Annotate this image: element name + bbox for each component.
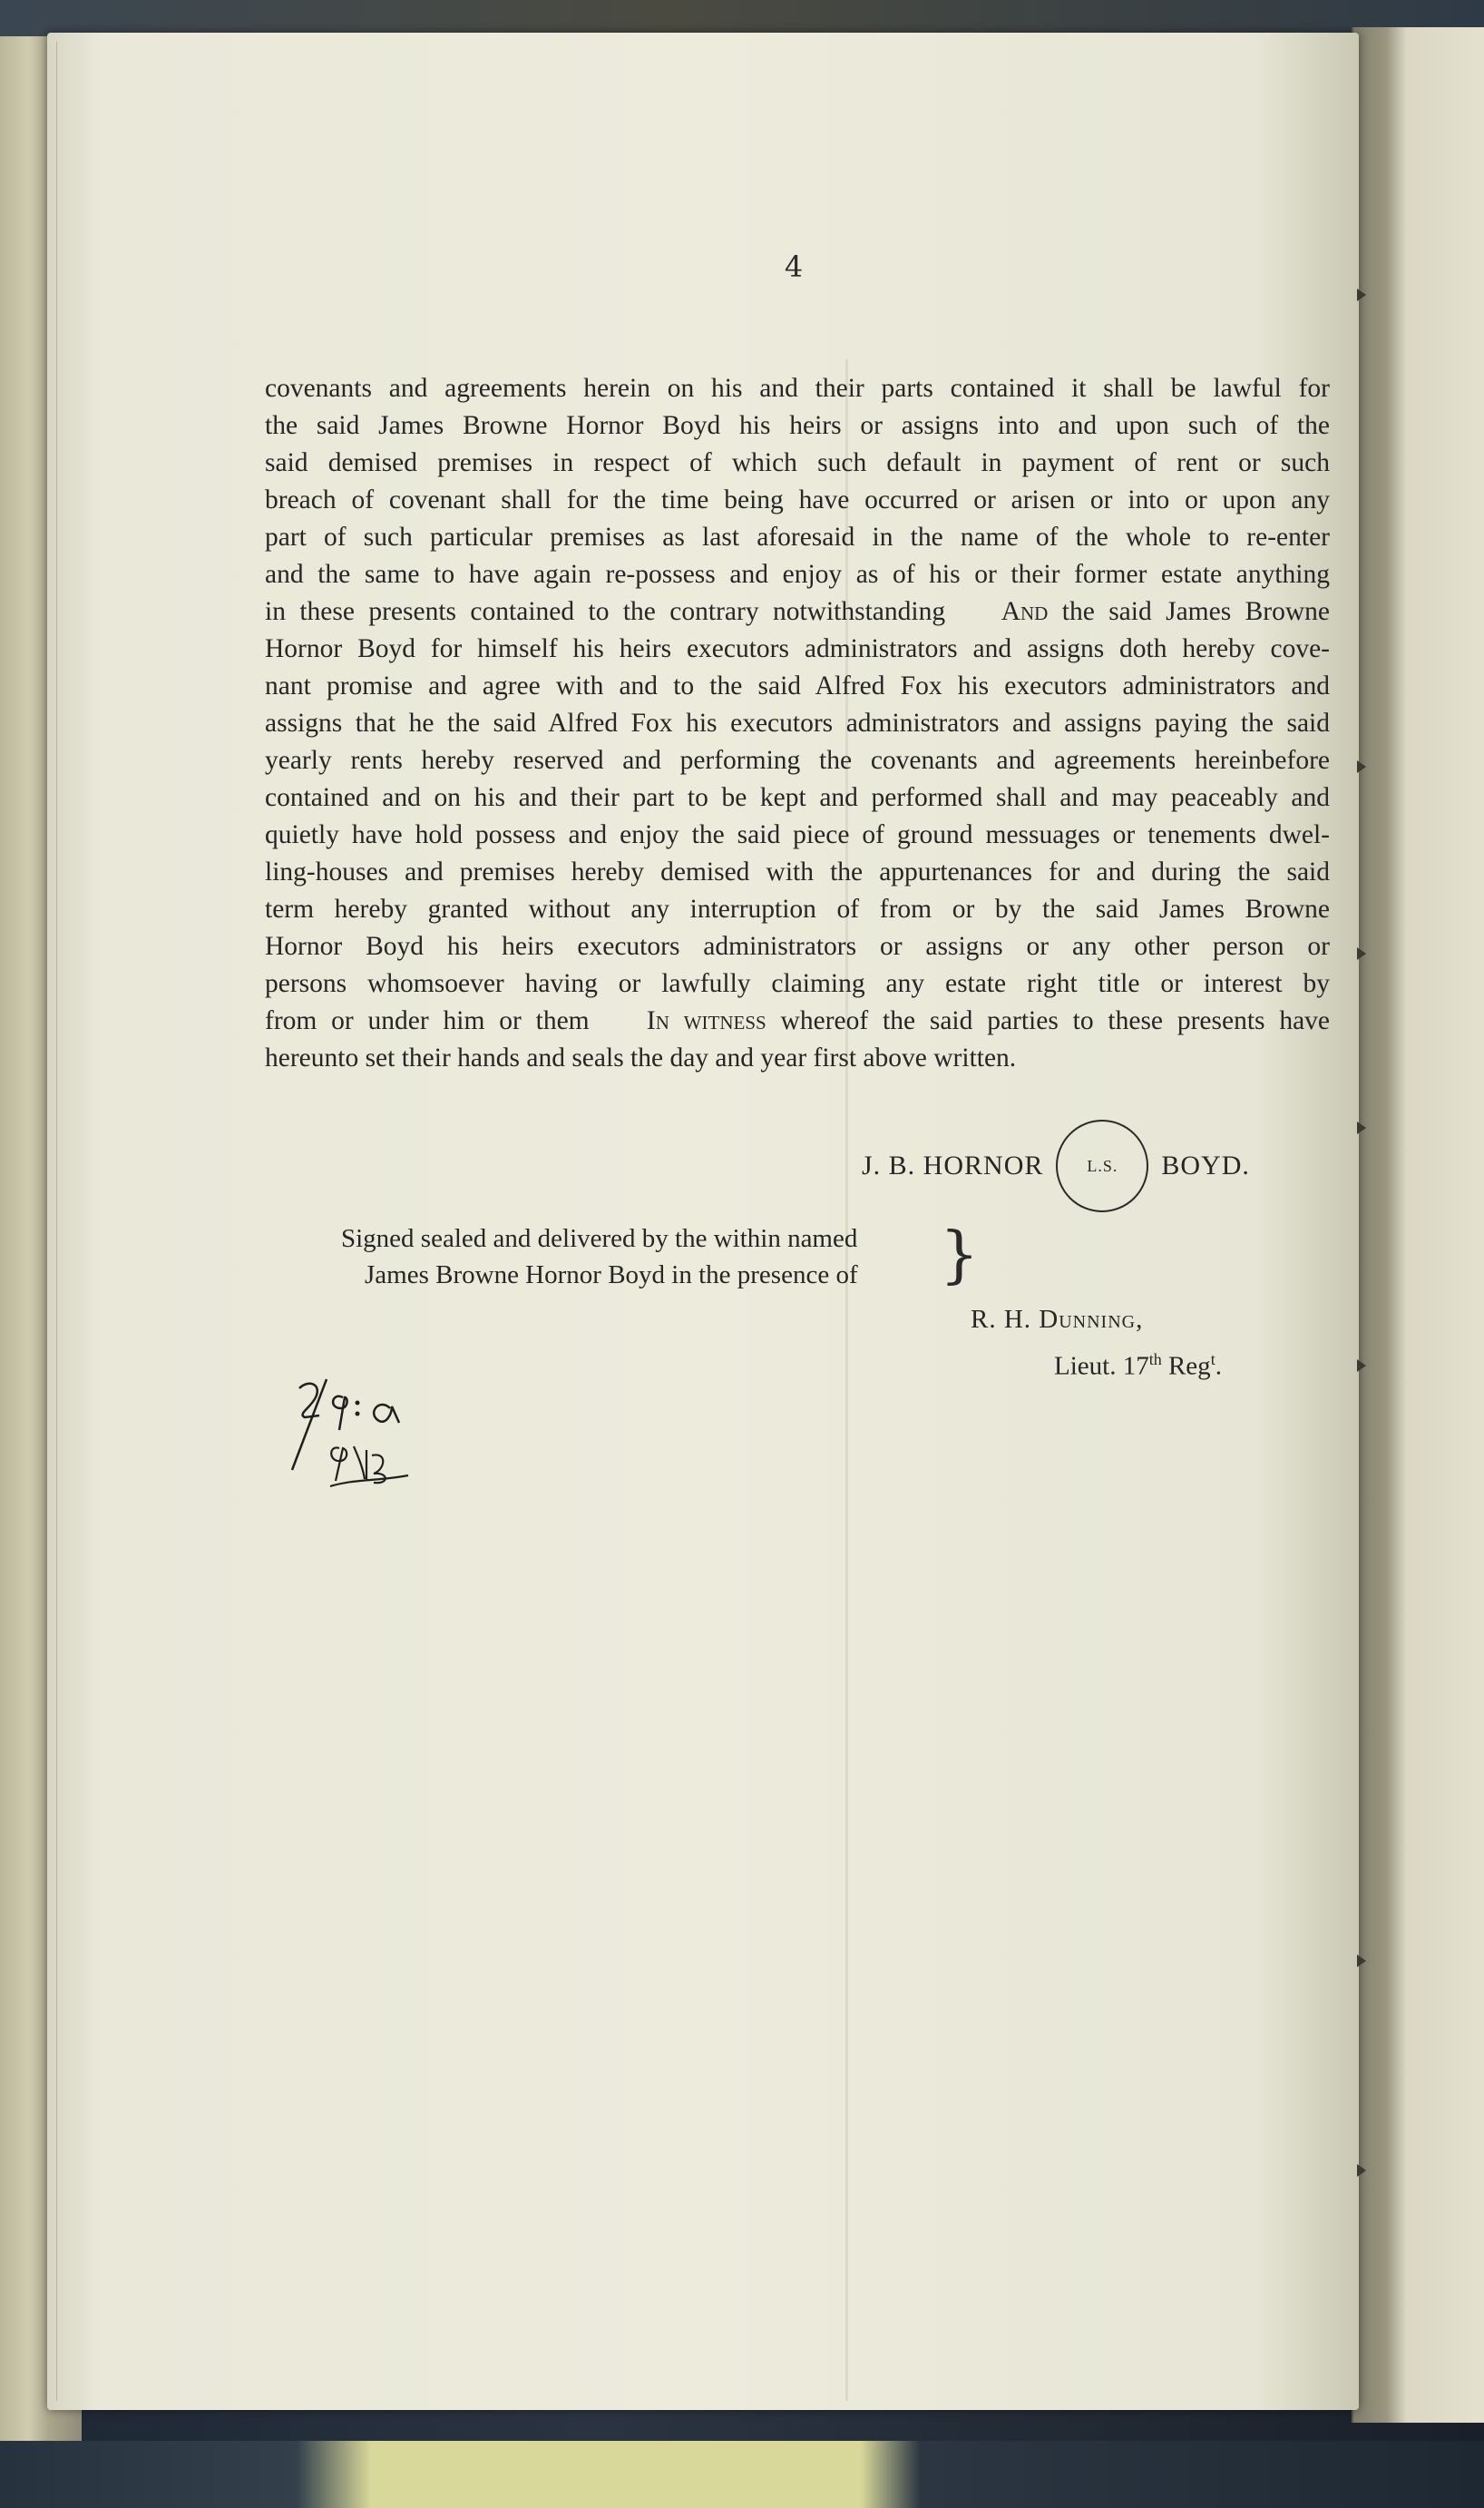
handwriting-dot bbox=[356, 1401, 360, 1406]
text-segment: from or under him or them bbox=[265, 1006, 590, 1035]
text-line: covenants and agreements herein on his and their parts contained it shall be lawful for bbox=[265, 374, 1330, 403]
in-witness-smallcaps: In witness bbox=[646, 1006, 766, 1035]
attestation-line: Signed sealed and delivered by the within named bbox=[341, 1224, 858, 1253]
deed-body-text bbox=[265, 370, 1330, 1077]
seal-label: L.S. bbox=[1087, 1156, 1118, 1175]
witness-rank bbox=[971, 1339, 1297, 1386]
signature-block bbox=[862, 1130, 1288, 1202]
attestation-line: James Browne Hornor Boyd in the presence of bbox=[365, 1260, 858, 1289]
and-smallcaps: And bbox=[1001, 597, 1049, 626]
signature-name-right: BOYD. bbox=[1161, 1151, 1250, 1181]
text-line: nant promise and agree with and to the said Alfred Fox his executors administrators and bbox=[265, 671, 1330, 700]
text-line: term hereby granted without any interruption of from or by the said James Browne bbox=[265, 895, 1330, 924]
seal-circle bbox=[1056, 1120, 1148, 1212]
regiment-end: . bbox=[1215, 1351, 1222, 1381]
text-line: hereunto set their hands and seals the day and year first above written. bbox=[265, 1043, 1017, 1073]
witness-signature bbox=[971, 1299, 1297, 1386]
text-segment: in these presents contained to the contrary notwithstanding bbox=[265, 597, 946, 626]
text-line: the said James Browne Hornor Boyd his heirs or assigns into and upon such of the bbox=[265, 411, 1330, 440]
handwriting-slash bbox=[292, 1379, 327, 1470]
regiment-text: Reg bbox=[1167, 1351, 1211, 1381]
text-line: and the same to have again re-possess and enjoy as of his or their former estate anything bbox=[265, 560, 1330, 589]
text-line: ling-houses and premises hereby demised with the appurtenances for and during the said bbox=[265, 857, 1330, 887]
text-line-and-clause bbox=[265, 593, 1330, 631]
handwriting-dot bbox=[356, 1412, 360, 1416]
rank-text: Lieut. 17 bbox=[1054, 1351, 1149, 1381]
text-line: assigns that he the said Alfred Fox his executors administrators and assigns paying the said bbox=[265, 709, 1330, 738]
page-number: 4 bbox=[784, 250, 804, 284]
rank-superscript: th bbox=[1148, 1350, 1162, 1368]
text-line: Hornor Boyd for himself his heirs executors administrators and assigns doth hereby cove- bbox=[265, 634, 1330, 663]
witness-name: R. H. Dunning, bbox=[971, 1305, 1144, 1334]
handwritten-annotation bbox=[272, 1361, 435, 1524]
text-line: quietly have hold possess and enjoy the said piece of ground messuages or tenements dwel- bbox=[265, 820, 1330, 849]
text-line-witness-clause bbox=[265, 1003, 1330, 1040]
text-line: persons whomsoever having or lawfully claiming any estate right title or interest by bbox=[265, 969, 1330, 998]
regiment-superscript: t bbox=[1210, 1350, 1216, 1368]
text-line: breach of covenant shall for the time being have occurred or arisen or into or upon any bbox=[265, 485, 1330, 514]
text-segment: whereof the said parties to these presents have bbox=[780, 1006, 1331, 1035]
handwriting-stroke bbox=[299, 1384, 319, 1417]
text-line: contained and on his and their part to be kept and performed shall and may peaceably and bbox=[265, 783, 1330, 812]
handwriting-stroke bbox=[374, 1405, 399, 1423]
signature-name-left: J. B. HORNOR bbox=[862, 1151, 1044, 1181]
text-line: said demised premises in respect of which such default in payment of rent or such bbox=[265, 448, 1330, 477]
scan-background-bottom bbox=[0, 2441, 1484, 2508]
text-line: yearly rents hereby reserved and performing the covenants and agreements hereinbefore bbox=[265, 746, 1330, 775]
attestation-brace: } bbox=[940, 1220, 980, 1291]
handwriting-stroke bbox=[333, 1396, 347, 1430]
handwriting-stroke bbox=[330, 1446, 408, 1486]
adjacent-page-edge bbox=[1352, 27, 1484, 2423]
scan-background-top bbox=[0, 0, 1484, 36]
text-line: part of such particular premises as last aforesaid in the name of the whole to re-enter bbox=[265, 523, 1330, 552]
attestation-clause bbox=[341, 1220, 940, 1293]
text-segment: the said James Browne bbox=[1061, 597, 1331, 626]
text-line: Hornor Boyd his heirs executors administrators or assigns or any other person or bbox=[265, 932, 1330, 961]
